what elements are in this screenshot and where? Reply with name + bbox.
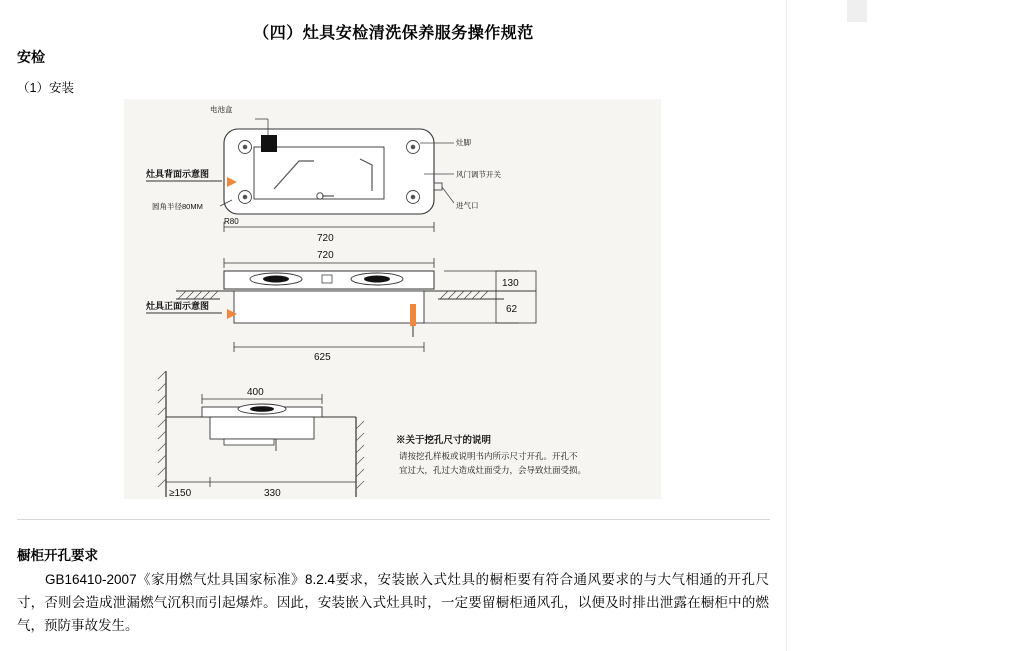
dim-front-height2: 62 [506,304,518,315]
dim-cutout-width: 625 [314,352,331,363]
rail-placeholder-block [847,0,867,22]
right-margin-rail [786,0,1015,651]
label-r80-value: R80 [224,217,239,226]
page-title: （四）灶具安检清洗保养服务操作规范 [253,25,534,42]
label-air-inlet: 进气口 [456,201,479,210]
label-stove-foot: 灶脚 [456,138,471,147]
dim-clearance: ≥150 [169,488,192,499]
label-front-view: 灶具正面示意图 [146,301,210,311]
dim-back-width: 720 [317,233,334,244]
label-corner-radius: 圆角半径80MM [152,202,203,211]
cabinet-requirement-paragraph: GB16410-2007《家用燃气灶具国家标准》8.2.4要求，安装嵌入式灶具的橱柜要有符合通风要求的与大气相通的开孔尺寸，否则会造成泄漏燃气沉积而引起爆炸。因此，安装嵌入式灶具时，一定要留橱柜通风孔，以便及时排出泄露在橱柜中的燃气，预防事故发生。 [17,572,769,633]
label-air-switch: 风门调节开关 [456,170,501,179]
installation-diagram-figure [124,99,661,499]
note-title: ※关于挖孔尺寸的说明 [396,435,492,446]
note-line-1: 请按挖孔样板或说明书内所示尺寸开孔。开孔不 [399,451,578,461]
dim-front-height: 130 [502,278,519,289]
label-battery-box: 电池盒 [210,105,233,114]
section-heading-anjian: 安检 [17,49,45,65]
section-heading-cabinet: 橱柜开孔要求 [17,548,98,563]
installation-diagram-svg [124,99,661,499]
note-line-2: 宜过大，孔过大造成灶面受力，会导致灶面受损。 [399,465,587,475]
subsection-label-install: （1）安装 [17,81,74,95]
dim-depth-400: 400 [247,387,264,398]
label-back-view: 灶具背面示意图 [146,169,210,179]
dim-cutout-depth: 330 [264,488,281,499]
section-divider [17,519,770,520]
dim-front-width: 720 [317,250,334,261]
